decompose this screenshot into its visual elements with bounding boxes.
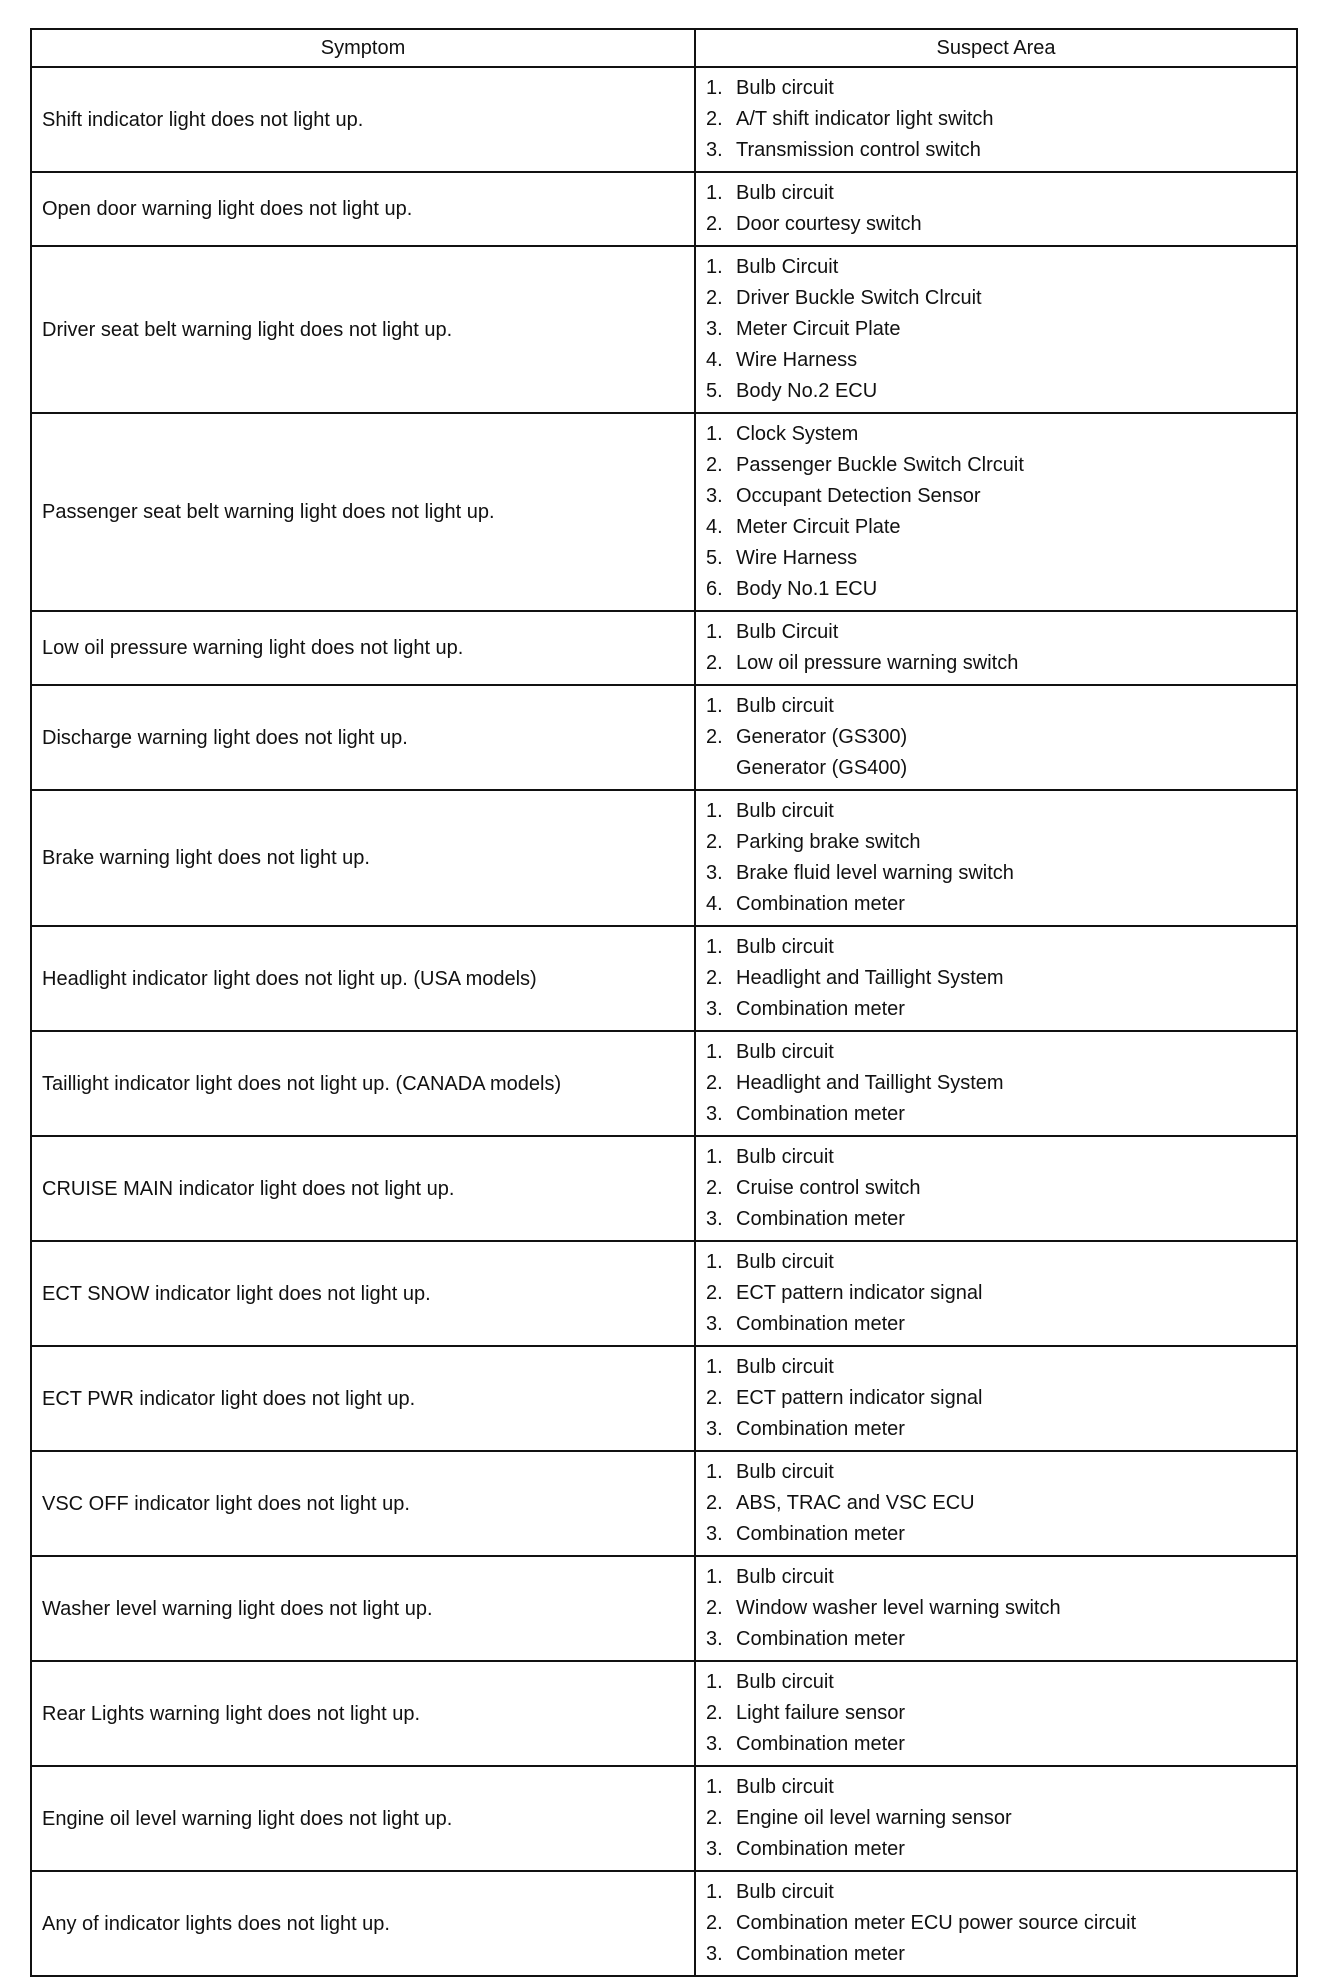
table-row	[31, 1241, 1297, 1346]
suspect-area-item	[706, 1278, 1288, 1309]
suspect-area-cell	[695, 1556, 1297, 1661]
suspect-area-text: A/T shift indicator light switch	[736, 108, 994, 130]
suspect-area-number: 5.	[706, 380, 723, 402]
suspect-area-text: Clock System	[736, 423, 859, 445]
symptom-cell: CRUISE MAIN indicator light does not light up.	[31, 1136, 695, 1241]
suspect-area-cell	[695, 172, 1297, 246]
suspect-area-item	[706, 283, 1288, 314]
suspect-area-cell	[695, 1661, 1297, 1766]
suspect-area-cell	[695, 1766, 1297, 1871]
problem-symptoms-sheet	[30, 28, 1296, 1977]
problem-symptoms-table	[30, 28, 1298, 1977]
suspect-area-item	[706, 1068, 1288, 1099]
suspect-area-item	[706, 1142, 1288, 1173]
suspect-area-item	[706, 1667, 1288, 1698]
suspect-area-text: Combination meter	[736, 1838, 905, 1860]
suspect-area-item	[706, 889, 1288, 920]
suspect-area-text: Combination meter	[736, 1103, 905, 1125]
suspect-area-item	[706, 827, 1288, 858]
suspect-area-text: Bulb circuit	[736, 936, 834, 958]
suspect-area-item	[706, 135, 1288, 166]
suspect-area-item	[706, 376, 1288, 407]
suspect-area-item	[706, 648, 1288, 679]
suspect-area-text: Combination meter	[736, 1418, 905, 1440]
suspect-area-text: Generator (GS300)	[736, 726, 908, 748]
suspect-area-text: Brake fluid level warning switch	[736, 862, 1014, 884]
suspect-area-text: Bulb circuit	[736, 1041, 834, 1063]
suspect-area-number: 3.	[706, 1523, 723, 1545]
suspect-area-number: 2.	[706, 1912, 723, 1934]
symptom-cell: Headlight indicator light does not light up. (USA models)	[31, 926, 695, 1031]
suspect-area-number: 3.	[706, 139, 723, 161]
table-row	[31, 1031, 1297, 1136]
suspect-area-text: Combination meter	[736, 1208, 905, 1230]
suspect-area-cell	[695, 413, 1297, 611]
symptom-cell: Shift indicator light does not light up.	[31, 67, 695, 172]
suspect-area-list	[706, 252, 1288, 407]
suspect-area-list	[706, 419, 1288, 605]
suspect-area-number: 3.	[706, 1628, 723, 1650]
suspect-area-text: Combination meter	[736, 998, 905, 1020]
table-row	[31, 67, 1297, 172]
suspect-area-number: 2.	[706, 213, 723, 235]
symptom-cell: Washer level warning light does not light up.	[31, 1556, 695, 1661]
suspect-area-item	[706, 543, 1288, 574]
suspect-area-number: 1.	[706, 423, 723, 445]
suspect-area-number: 1.	[706, 1671, 723, 1693]
suspect-area-number: 1.	[706, 1251, 723, 1273]
suspect-area-item	[706, 178, 1288, 209]
suspect-area-text: Headlight and Taillight System	[736, 1072, 1004, 1094]
suspect-area-text: ABS, TRAC and VSC ECU	[736, 1492, 975, 1514]
suspect-area-item	[706, 314, 1288, 345]
suspect-area-number: 2.	[706, 1282, 723, 1304]
suspect-area-text: Combination meter	[736, 1523, 905, 1545]
suspect-area-list	[706, 617, 1288, 679]
suspect-area-list	[706, 178, 1288, 240]
suspect-area-item	[706, 1309, 1288, 1340]
suspect-area-list	[706, 1142, 1288, 1235]
suspect-area-item	[706, 722, 1288, 753]
symptom-cell: Any of indicator lights does not light up.	[31, 1871, 695, 1976]
symptom-cell: Discharge warning light does not light up.	[31, 685, 695, 790]
suspect-area-item	[706, 994, 1288, 1025]
suspect-area-text: Bulb circuit	[736, 1251, 834, 1273]
suspect-area-list	[706, 1562, 1288, 1655]
suspect-area-text: Combination meter	[736, 893, 905, 915]
symptom-cell: ECT SNOW indicator light does not light up.	[31, 1241, 695, 1346]
suspect-area-item	[706, 1908, 1288, 1939]
suspect-area-item	[706, 1204, 1288, 1235]
suspect-area-text: Bulb circuit	[736, 1881, 834, 1903]
suspect-area-text: Combination meter	[736, 1733, 905, 1755]
suspect-area-list	[706, 1247, 1288, 1340]
table-row	[31, 1871, 1297, 1976]
suspect-area-number: 1.	[706, 1356, 723, 1378]
suspect-area-number: 1.	[706, 77, 723, 99]
suspect-area-number: 2.	[706, 454, 723, 476]
symptom-cell: Taillight indicator light does not light up. (CANADA models)	[31, 1031, 695, 1136]
suspect-area-number: 1.	[706, 1566, 723, 1588]
suspect-area-cell	[695, 1871, 1297, 1976]
table-row	[31, 1346, 1297, 1451]
suspect-area-item	[706, 419, 1288, 450]
symptom-cell: Rear Lights warning light does not light up.	[31, 1661, 695, 1766]
suspect-area-text: Bulb circuit	[736, 1566, 834, 1588]
table-row	[31, 1766, 1297, 1871]
suspect-area-text: Bulb circuit	[736, 1356, 834, 1378]
suspect-area-item	[706, 1562, 1288, 1593]
suspect-area-text: Transmission control switch	[736, 139, 981, 161]
suspect-area-number: 6.	[706, 578, 723, 600]
suspect-area-item	[706, 1877, 1288, 1908]
suspect-area-text: Combination meter	[736, 1943, 905, 1965]
suspect-area-number: 1.	[706, 1881, 723, 1903]
suspect-area-text: Bulb circuit	[736, 182, 834, 204]
table-body	[31, 67, 1297, 1976]
suspect-area-text: Combination meter ECU power source circuit	[736, 1912, 1137, 1934]
suspect-area-text: Bulb Circuit	[736, 621, 839, 643]
suspect-area-number: 2.	[706, 1492, 723, 1514]
suspect-area-text: Parking brake switch	[736, 831, 921, 853]
suspect-area-cell	[695, 685, 1297, 790]
suspect-area-text: Wire Harness	[736, 349, 858, 371]
suspect-area-cell	[695, 1451, 1297, 1556]
suspect-area-text: Passenger Buckle Switch Clrcuit	[736, 454, 1024, 476]
suspect-area-number: 2.	[706, 1072, 723, 1094]
suspect-area-item	[706, 932, 1288, 963]
suspect-area-list	[706, 1457, 1288, 1550]
suspect-area-item	[706, 617, 1288, 648]
suspect-area-text: Bulb circuit	[736, 77, 834, 99]
suspect-area-text: Bulb circuit	[736, 1776, 834, 1798]
suspect-area-item	[706, 1037, 1288, 1068]
suspect-area-item	[706, 345, 1288, 376]
suspect-area-item	[706, 1729, 1288, 1760]
suspect-area-text: Driver Buckle Switch Clrcuit	[736, 287, 982, 309]
suspect-area-column-header: Suspect Area	[695, 29, 1297, 67]
suspect-area-list	[706, 1352, 1288, 1445]
suspect-area-item	[706, 858, 1288, 889]
suspect-area-text: Engine oil level warning sensor	[736, 1807, 1012, 1829]
suspect-area-text: Occupant Detection Sensor	[736, 485, 981, 507]
suspect-area-item	[706, 1593, 1288, 1624]
suspect-area-item	[706, 1624, 1288, 1655]
suspect-area-text: Bulb circuit	[736, 1146, 834, 1168]
suspect-area-number: 3.	[706, 1103, 723, 1125]
suspect-area-number: 5.	[706, 547, 723, 569]
suspect-area-item	[706, 1173, 1288, 1204]
symptom-cell: Low oil pressure warning light does not light up.	[31, 611, 695, 685]
suspect-area-text: Meter Circuit Plate	[736, 516, 901, 538]
suspect-area-number: 2.	[706, 1597, 723, 1619]
suspect-area-item	[706, 1099, 1288, 1130]
suspect-area-number: 4.	[706, 893, 723, 915]
suspect-area-text: Bulb circuit	[736, 800, 834, 822]
suspect-area-number: 2.	[706, 1702, 723, 1724]
suspect-area-text: ECT pattern indicator signal	[736, 1387, 983, 1409]
suspect-area-number: 3.	[706, 318, 723, 340]
symptom-column-header: Symptom	[31, 29, 695, 67]
table-row	[31, 1136, 1297, 1241]
table-row	[31, 246, 1297, 413]
suspect-area-number: 1.	[706, 800, 723, 822]
table-row	[31, 1556, 1297, 1661]
symptom-cell: Driver seat belt warning light does not light up.	[31, 246, 695, 413]
suspect-area-item	[706, 1939, 1288, 1970]
suspect-area-number: 3.	[706, 862, 723, 884]
suspect-area-item	[706, 1488, 1288, 1519]
suspect-area-number: 1.	[706, 621, 723, 643]
suspect-area-number: 1.	[706, 1041, 723, 1063]
suspect-area-text: Bulb Circuit	[736, 256, 839, 278]
table-row	[31, 1661, 1297, 1766]
suspect-area-item	[706, 1803, 1288, 1834]
suspect-area-item	[706, 450, 1288, 481]
suspect-area-list	[706, 1772, 1288, 1865]
suspect-area-item	[706, 691, 1288, 722]
suspect-area-cell	[695, 67, 1297, 172]
suspect-area-cell	[695, 246, 1297, 413]
suspect-area-text: Wire Harness	[736, 547, 858, 569]
suspect-area-number: 2.	[706, 652, 723, 674]
suspect-area-item	[706, 1834, 1288, 1865]
symptom-cell: Open door warning light does not light up.	[31, 172, 695, 246]
suspect-area-number: 1.	[706, 182, 723, 204]
suspect-area-list	[706, 691, 1288, 784]
suspect-area-text: Low oil pressure warning switch	[736, 652, 1019, 674]
suspect-area-number: 3.	[706, 1418, 723, 1440]
suspect-area-list	[706, 1037, 1288, 1130]
table-row	[31, 685, 1297, 790]
table-row	[31, 790, 1297, 926]
suspect-area-number: 2.	[706, 1387, 723, 1409]
suspect-area-cell	[695, 1241, 1297, 1346]
suspect-area-cell	[695, 1031, 1297, 1136]
suspect-area-number: 3.	[706, 1313, 723, 1335]
suspect-area-number: 2.	[706, 726, 723, 748]
suspect-area-text: Combination meter	[736, 1313, 905, 1335]
suspect-area-cell	[695, 790, 1297, 926]
suspect-area-number: 1.	[706, 1776, 723, 1798]
suspect-area-item	[706, 1414, 1288, 1445]
suspect-area-item	[706, 1519, 1288, 1550]
suspect-area-text: Light failure sensor	[736, 1702, 905, 1724]
suspect-area-number: 1.	[706, 256, 723, 278]
suspect-area-text: Bulb circuit	[736, 1671, 834, 1693]
suspect-area-number: 2.	[706, 831, 723, 853]
suspect-area-number: 3.	[706, 485, 723, 507]
symptom-cell: VSC OFF indicator light does not light up.	[31, 1451, 695, 1556]
suspect-area-item	[706, 1457, 1288, 1488]
symptom-cell: ECT PWR indicator light does not light up.	[31, 1346, 695, 1451]
suspect-area-number: 1.	[706, 695, 723, 717]
suspect-area-list	[706, 796, 1288, 920]
suspect-area-number: 3.	[706, 1943, 723, 1965]
suspect-area-number: 1.	[706, 936, 723, 958]
suspect-area-item	[706, 1772, 1288, 1803]
suspect-area-text: Headlight and Taillight System	[736, 967, 1004, 989]
suspect-area-text: Body No.2 ECU	[736, 380, 878, 402]
suspect-area-list	[706, 1877, 1288, 1970]
suspect-area-number: 2.	[706, 287, 723, 309]
suspect-area-text: Generator (GS400)	[736, 757, 908, 779]
suspect-area-list	[706, 73, 1288, 166]
suspect-area-text: Combination meter	[736, 1628, 905, 1650]
suspect-area-item	[706, 512, 1288, 543]
suspect-area-text: Body No.1 ECU	[736, 578, 878, 600]
suspect-area-item	[706, 481, 1288, 512]
suspect-area-number: 4.	[706, 349, 723, 371]
suspect-area-number: 3.	[706, 1733, 723, 1755]
table-row	[31, 1451, 1297, 1556]
suspect-area-number: 4.	[706, 516, 723, 538]
suspect-area-number: 3.	[706, 998, 723, 1020]
suspect-area-text: Cruise control switch	[736, 1177, 921, 1199]
suspect-area-number: 2.	[706, 1807, 723, 1829]
suspect-area-item	[706, 963, 1288, 994]
suspect-area-item	[706, 104, 1288, 135]
suspect-area-item	[706, 574, 1288, 605]
table-row	[31, 172, 1297, 246]
suspect-area-cell	[695, 1136, 1297, 1241]
suspect-area-text: Bulb circuit	[736, 695, 834, 717]
suspect-area-number	[706, 753, 736, 784]
suspect-area-item	[706, 796, 1288, 827]
table-row	[31, 611, 1297, 685]
suspect-area-item	[706, 1698, 1288, 1729]
suspect-area-number: 3.	[706, 1838, 723, 1860]
suspect-area-text: Window washer level warning switch	[736, 1597, 1061, 1619]
suspect-area-number: 1.	[706, 1146, 723, 1168]
suspect-area-item	[706, 1383, 1288, 1414]
suspect-area-item	[706, 252, 1288, 283]
suspect-area-text: Door courtesy switch	[736, 213, 922, 235]
suspect-area-text: ECT pattern indicator signal	[736, 1282, 983, 1304]
suspect-area-list	[706, 1667, 1288, 1760]
suspect-area-cell	[695, 926, 1297, 1031]
symptom-cell: Brake warning light does not light up.	[31, 790, 695, 926]
suspect-area-list	[706, 932, 1288, 1025]
suspect-area-item	[706, 1247, 1288, 1278]
symptom-cell: Passenger seat belt warning light does not light up.	[31, 413, 695, 611]
suspect-area-text: Bulb circuit	[736, 1461, 834, 1483]
suspect-area-item	[706, 73, 1288, 104]
suspect-area-text: Meter Circuit Plate	[736, 318, 901, 340]
suspect-area-number: 2.	[706, 1177, 723, 1199]
suspect-area-number: 2.	[706, 967, 723, 989]
suspect-area-item	[706, 753, 1288, 784]
suspect-area-number: 2.	[706, 108, 723, 130]
suspect-area-number: 3.	[706, 1208, 723, 1230]
suspect-area-cell	[695, 1346, 1297, 1451]
suspect-area-item	[706, 209, 1288, 240]
table-row	[31, 413, 1297, 611]
suspect-area-number: 1.	[706, 1461, 723, 1483]
table-row	[31, 926, 1297, 1031]
table-header-row	[31, 29, 1297, 67]
symptom-cell: Engine oil level warning light does not light up.	[31, 1766, 695, 1871]
suspect-area-item	[706, 1352, 1288, 1383]
suspect-area-cell	[695, 611, 1297, 685]
